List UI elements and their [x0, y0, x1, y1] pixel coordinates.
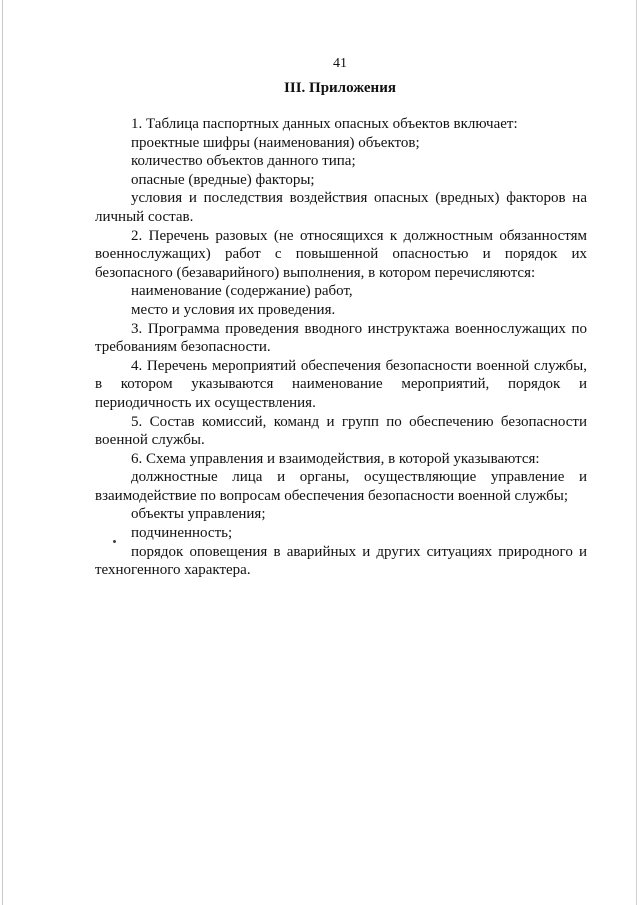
paragraph-6: 2. Перечень разовых (не относящихся к должностным обязанностям военнослужащих) работ с повышенной опасностью и порядок их безопасного (безаварийного) выполнения, в котором перечисляются: [95, 227, 587, 281]
paragraph-15: подчиненность; [131, 525, 233, 542]
paragraph-3: количество объектов данного типа; [131, 153, 356, 170]
paragraph-10: 4. Перечень мероприятий обеспечения безопасности военной службы, в котором указываются наименование мероприятий, порядок и периодичность их осуществления. [95, 357, 587, 411]
paragraph-11: 5. Состав комиссий, команд и групп по обеспечению безопасности военной службы. [95, 413, 587, 449]
paragraph-2: проектные шифры (наименования) объектов; [131, 134, 420, 151]
scan-edge-right [636, 0, 637, 905]
paragraph-5: условия и последствия воздействия опасных (вредных) факторов на личный состав. [95, 190, 587, 225]
paragraph-9: 3. Программа проведения вводного инструктажа военнослужащих по требованиям безопасности. [95, 320, 587, 356]
scan-edge-left [2, 0, 3, 905]
section-heading: III. Приложения [284, 80, 396, 96]
paragraph-16: порядок оповещения в аварийных и других ситуациях природного и техногенного характера. [95, 543, 587, 579]
paragraph-14: объекты управления; [131, 506, 266, 523]
paragraph-12: 6. Схема управления и взаимодействия, в которой указываются: [131, 450, 540, 467]
paragraph-13: должностные лица и органы, осуществляющие управление и взаимодействие по вопросам обеспечения безопасности военной службы; [95, 469, 587, 504]
paragraph-8: место и условия их проведения. [131, 301, 336, 318]
document-body [95, 115, 587, 580]
paragraph-1: 1. Таблица паспортных данных опасных объектов включает: [131, 116, 518, 132]
page-number: 41 [333, 56, 347, 71]
paragraph-4: опасные (вредные) факторы; [131, 171, 315, 188]
scan-speck [113, 540, 116, 543]
paragraph-7: наименование (содержание) работ, [131, 283, 353, 300]
